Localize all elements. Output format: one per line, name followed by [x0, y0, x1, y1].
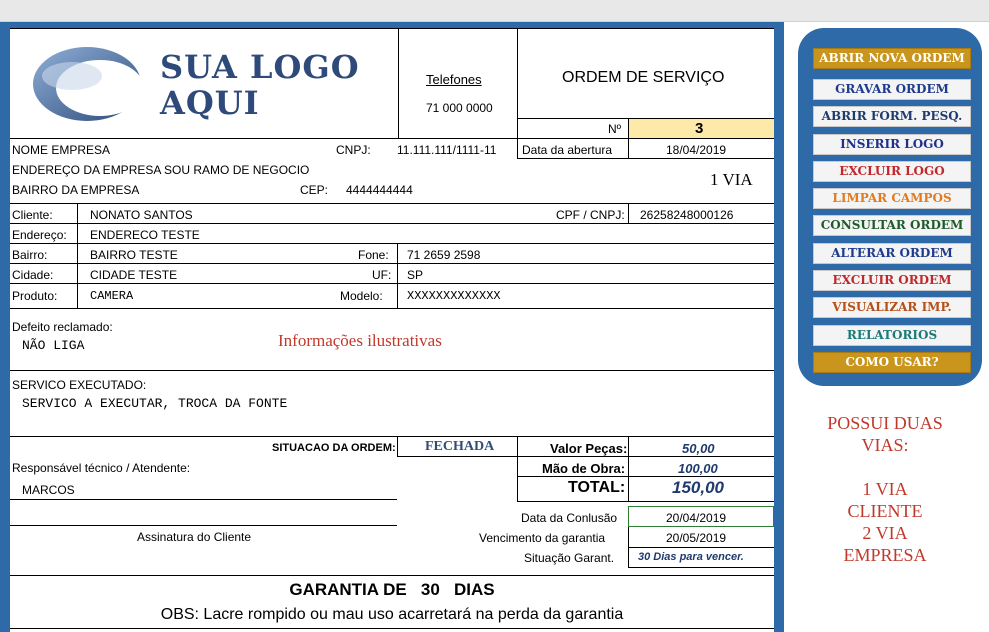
cidade-value[interactable]: CIDADE TESTE: [90, 268, 178, 282]
phone-label: Telefones: [426, 72, 482, 87]
total-value: 150,00: [672, 478, 724, 497]
uf-value[interactable]: SP: [407, 268, 424, 282]
defect-value[interactable]: NÃO LIGA: [22, 338, 85, 353]
vencimento-label: Vencimento da garantia: [479, 531, 606, 545]
uf-label: UF:: [372, 268, 392, 282]
status-value[interactable]: FECHADA: [425, 439, 495, 454]
service-value[interactable]: SERVICO A EXECUTAR, TROCA DA FONTE: [22, 396, 288, 411]
situacao-label: Situação Garant.: [524, 551, 615, 565]
bairro-value[interactable]: BAIRRO TESTE: [90, 248, 178, 262]
tech-label: Responsável técnico / Atendente:: [12, 461, 191, 475]
row-line: [10, 308, 774, 309]
total-label: TOTAL:: [568, 479, 626, 496]
pecas-value[interactable]: 50,00: [682, 441, 715, 456]
cnpj-label: CNPJ:: [336, 143, 371, 157]
order-number-value: 3: [695, 120, 704, 137]
row-line: [10, 436, 774, 437]
cell-divider: [397, 436, 398, 456]
service-label: SERVICO EXECUTADO:: [12, 378, 147, 392]
guarantee-title: GARANTIA DE 30 DIAS: [289, 580, 495, 599]
sheet-top-border: [10, 28, 774, 29]
reports-button[interactable]: RELATORIOS: [813, 325, 971, 346]
row-line: [628, 547, 774, 548]
phone-value: 71 000 0000: [426, 101, 493, 115]
row-line: [517, 456, 774, 457]
window-top-bar: [0, 0, 989, 22]
vias-line-4: CLIENTE: [847, 501, 923, 521]
delete-logo-button[interactable]: EXCLUIR LOGO: [813, 161, 971, 182]
label-column-divider: [77, 203, 78, 308]
row-line: [10, 138, 774, 139]
modelo-value[interactable]: XXXXXXXXXXXXX: [407, 289, 501, 303]
company-logo: [32, 46, 392, 128]
header-divider: [398, 28, 399, 138]
logo-line-1: SUA LOGO: [160, 48, 360, 86]
row-line: [10, 499, 397, 500]
vias-line-1: POSSUI DUAS: [827, 413, 943, 433]
page-title: ORDEM DE SERVIÇO: [562, 69, 725, 86]
produto-label: Produto:: [12, 289, 58, 303]
totals-divider: [628, 436, 629, 501]
delete-order-button[interactable]: EXCLUIR ORDEM: [813, 270, 971, 291]
endereco-label: Endereço:: [12, 228, 67, 242]
cliente-value[interactable]: NONATO SANTOS: [90, 208, 193, 222]
situacao-value: 30 Dias para vencer.: [638, 551, 744, 563]
vias-line-2: VIAS:: [861, 435, 909, 455]
row-line: [10, 628, 774, 629]
modelo-label: Modelo:: [340, 289, 383, 303]
consult-order-button[interactable]: CONSULTAR ORDEM: [813, 215, 971, 236]
cpf-value[interactable]: 26258248000126: [640, 208, 734, 222]
cell-divider: [517, 138, 518, 158]
endereco-value[interactable]: ENDERECO TESTE: [90, 228, 200, 242]
signature-label: Assinatura do Cliente: [137, 530, 252, 544]
company-name: NOME EMPRESA: [12, 143, 111, 157]
illustrative-note: Informações ilustrativas: [278, 331, 442, 350]
vias-line-6: EMPRESA: [843, 545, 927, 565]
produto-value[interactable]: CAMERA: [90, 289, 134, 303]
bairro-label: Bairro:: [12, 248, 48, 262]
row-line: [397, 456, 517, 457]
cell-divider: [628, 138, 629, 158]
status-label: SITUACAO DA ORDEM:: [272, 442, 396, 454]
vias-line-5: 2 VIA: [862, 523, 908, 543]
conclusao-label: Data da Conlusão: [521, 511, 618, 525]
conclusao-value: 20/04/2019: [666, 511, 727, 525]
cep-label: CEP:: [300, 183, 329, 197]
fone-value[interactable]: 71 2659 2598: [407, 248, 481, 262]
clear-fields-button[interactable]: LIMPAR CAMPOS: [813, 188, 971, 209]
row-line: [10, 283, 774, 284]
mao-value[interactable]: 100,00: [678, 461, 718, 476]
row-line: [517, 476, 774, 477]
totals-divider: [517, 436, 518, 501]
row-line: [10, 203, 774, 204]
save-order-button[interactable]: GRAVAR ORDEM: [813, 79, 971, 100]
row-line: [10, 243, 774, 244]
cnpj-value: 11.111.111/1111-11: [397, 143, 497, 157]
how-to-use-button[interactable]: COMO USAR?: [813, 352, 971, 373]
cell-divider: [628, 203, 629, 223]
pecas-label: Valor Peças:: [550, 441, 628, 456]
mao-label: Mão de Obra:: [542, 461, 626, 476]
cliente-label: Cliente:: [12, 208, 53, 222]
opening-date-value: 18/04/2019: [666, 143, 727, 157]
row-line: [628, 567, 774, 568]
fone-label: Fone:: [358, 248, 389, 262]
signature-line: [10, 525, 397, 526]
service-order-sheet: [0, 22, 784, 632]
header-divider: [517, 28, 518, 138]
row-line: [10, 223, 774, 224]
order-number-label: Nº: [608, 122, 622, 136]
via-label: 1 VIA: [710, 170, 753, 189]
opening-date-label: Data da abertura: [522, 143, 613, 157]
open-new-order-button[interactable]: ABRIR NOVA ORDEM: [813, 48, 971, 69]
vencimento-value[interactable]: 20/05/2019: [666, 531, 727, 545]
cpf-label: CPF / CNPJ:: [556, 208, 625, 222]
company-address: ENDEREÇO DA EMPRESA SOU RAMO DE NEGOCIO: [12, 163, 310, 177]
cidade-label: Cidade:: [12, 268, 54, 282]
row-line: [517, 158, 774, 159]
row-line: [10, 263, 774, 264]
company-neighborhood: BAIRRO DA EMPRESA: [12, 183, 140, 197]
row-line: [10, 575, 774, 576]
tech-value[interactable]: MARCOS: [22, 483, 75, 497]
edit-order-button[interactable]: ALTERAR ORDEM: [813, 243, 971, 264]
open-search-form-button[interactable]: ABRIR FORM. PESQ.: [813, 106, 971, 127]
cep-value: 4444444444: [346, 183, 413, 197]
row-line: [517, 501, 774, 502]
row-line: [10, 370, 774, 371]
cell-divider: [397, 243, 398, 308]
logo-line-2: AQUI: [160, 84, 260, 122]
insert-logo-button[interactable]: INSERIR LOGO: [813, 134, 971, 155]
action-panel: [798, 28, 982, 386]
two-copies-note: [800, 412, 970, 566]
defect-label: Defeito reclamado:: [12, 320, 113, 334]
guarantee-obs: OBS: Lacre rompido ou mau uso acarretará na perda da garantia: [160, 606, 624, 623]
vias-spacer: [800, 456, 970, 478]
vias-line-3: 1 VIA: [862, 479, 908, 499]
print-preview-button[interactable]: VISUALIZAR IMP.: [813, 297, 971, 318]
